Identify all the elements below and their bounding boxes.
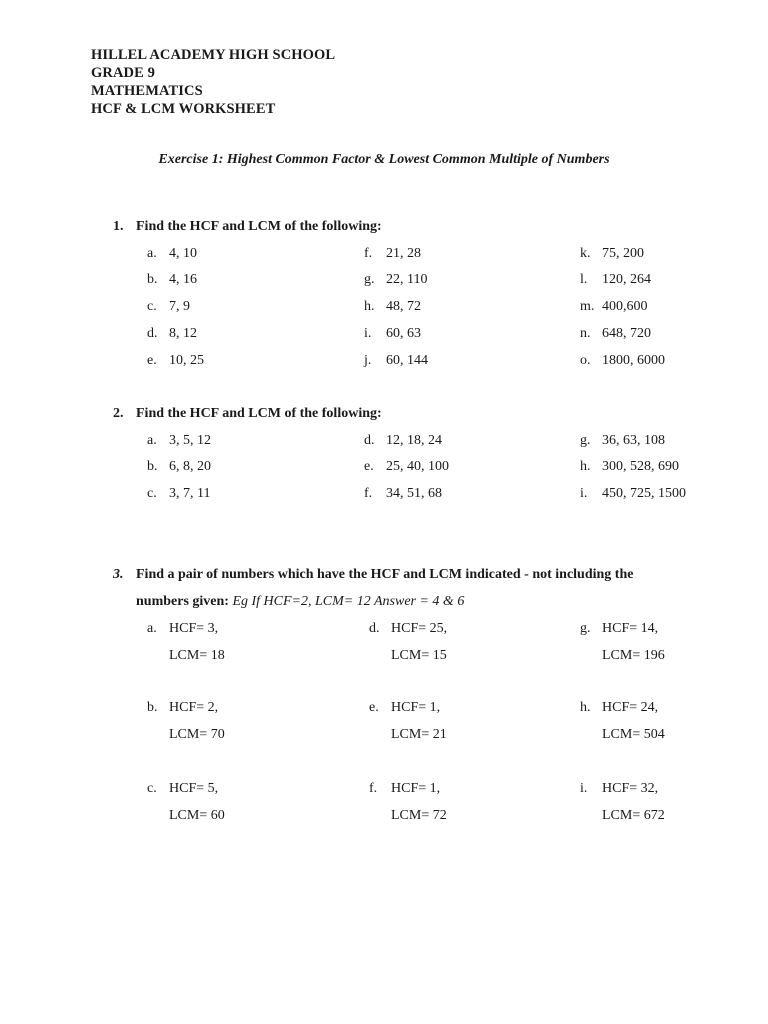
- q2-item: [580, 433, 665, 449]
- q2-item: [364, 486, 442, 502]
- q1-item: [364, 353, 428, 369]
- q3-item: [580, 781, 658, 797]
- q1-item: [147, 246, 197, 262]
- item-letter: a.: [147, 246, 157, 261]
- item-hcf: HCF= 1,: [391, 700, 441, 715]
- q1-item: [147, 326, 197, 342]
- item-value: 7, 9: [169, 299, 190, 314]
- item-letter: b.: [147, 700, 158, 715]
- item-hcf: HCF= 25,: [391, 621, 448, 636]
- item-letter: a.: [147, 433, 157, 448]
- item-letter: h.: [580, 700, 591, 715]
- q1-item: [580, 299, 648, 315]
- item-letter: i.: [580, 486, 588, 501]
- q2-item: [364, 459, 449, 475]
- exercise-title: Exercise 1: Highest Common Factor & Lowest Common Multiple of Numbers: [158, 152, 610, 167]
- item-letter: i.: [580, 781, 588, 796]
- q1-item: [147, 299, 190, 315]
- item-letter: h.: [364, 299, 375, 314]
- q3-item: [580, 700, 658, 716]
- item-value: 4, 10: [169, 246, 197, 261]
- item-hcf: HCF= 3,: [169, 621, 219, 636]
- q2-item: [147, 486, 210, 502]
- item-value: 60, 63: [386, 326, 421, 341]
- item-letter: k.: [580, 246, 591, 261]
- q1-item: [364, 246, 421, 262]
- item-hcf: HCF= 5,: [169, 781, 219, 796]
- item-letter: j.: [364, 353, 372, 368]
- worksheet-title: HCF & LCM WORKSHEET: [91, 101, 276, 117]
- q1-item: [147, 353, 204, 369]
- item-letter: g.: [364, 272, 375, 287]
- item-value: 12, 18, 24: [386, 433, 442, 448]
- item-hcf: HCF= 24,: [602, 700, 659, 715]
- q2-item: [580, 459, 679, 475]
- item-value: 450, 725, 1500: [602, 486, 686, 501]
- item-letter: i.: [364, 326, 372, 341]
- q3-item-lcm: LCM= 15: [391, 648, 447, 663]
- item-letter: b.: [147, 272, 158, 287]
- item-letter: b.: [147, 459, 158, 474]
- q2-number: 2.: [113, 406, 124, 421]
- item-value: 8, 12: [169, 326, 197, 341]
- item-value: 10, 25: [169, 353, 204, 368]
- item-letter: e.: [147, 353, 157, 368]
- q2-item: [147, 459, 211, 475]
- q3-prompt-line2-text: numbers given:: [136, 594, 229, 609]
- q3-item: [580, 621, 658, 637]
- item-letter: f.: [369, 781, 378, 796]
- item-hcf: HCF= 14,: [602, 621, 659, 636]
- item-letter: o.: [580, 353, 591, 368]
- item-letter: c.: [147, 486, 157, 501]
- item-value: 300, 528, 690: [602, 459, 679, 474]
- q3-item-lcm: LCM= 21: [391, 727, 447, 742]
- item-letter: f.: [364, 246, 373, 261]
- item-value: 400,600: [602, 299, 648, 314]
- item-value: 25, 40, 100: [386, 459, 449, 474]
- item-value: 36, 63, 108: [602, 433, 665, 448]
- item-value: 120, 264: [602, 272, 651, 287]
- item-value: 648, 720: [602, 326, 651, 341]
- item-value: 1800, 6000: [602, 353, 665, 368]
- q1-prompt: Find the HCF and LCM of the following:: [136, 219, 382, 234]
- q3-prompt-line2: [136, 594, 464, 610]
- q1-item: [364, 272, 427, 288]
- q3-item: [147, 700, 218, 716]
- item-value: 22, 110: [386, 272, 428, 287]
- q1-number: 1.: [113, 219, 124, 234]
- item-value: 6, 8, 20: [169, 459, 211, 474]
- q3-item-lcm: LCM= 196: [602, 648, 665, 663]
- q1-item: [364, 299, 421, 315]
- q3-example: Eg If HCF=2, LCM= 12 Answer = 4 & 6: [232, 594, 465, 609]
- item-letter: c.: [147, 299, 157, 314]
- item-value: 3, 5, 12: [169, 433, 211, 448]
- item-letter: m.: [580, 299, 595, 314]
- item-letter: e.: [369, 700, 379, 715]
- item-letter: e.: [364, 459, 374, 474]
- q3-item: [369, 781, 440, 797]
- q3-item-lcm: LCM= 18: [169, 648, 225, 663]
- q3-item: [369, 621, 447, 637]
- item-value: 3, 7, 11: [169, 486, 211, 501]
- q3-item: [147, 781, 218, 797]
- q1-item: [580, 326, 651, 342]
- q3-item: [369, 700, 440, 716]
- q3-item: [147, 621, 218, 637]
- item-value: 21, 28: [386, 246, 421, 261]
- item-value: 60, 144: [386, 353, 428, 368]
- q2-prompt: Find the HCF and LCM of the following:: [136, 406, 382, 421]
- school-name: HILLEL ACADEMY HIGH SCHOOL: [91, 47, 336, 63]
- item-hcf: HCF= 1,: [391, 781, 441, 796]
- q2-item: [580, 486, 686, 502]
- item-letter: d.: [364, 433, 375, 448]
- q3-item-lcm: LCM= 60: [169, 808, 225, 823]
- item-letter: l.: [580, 272, 588, 287]
- item-value: 75, 200: [602, 246, 644, 261]
- q3-number: 3.: [113, 567, 124, 582]
- q1-item: [580, 353, 665, 369]
- item-letter: g.: [580, 621, 591, 636]
- item-letter: n.: [580, 326, 591, 341]
- item-letter: d.: [369, 621, 380, 636]
- q1-item: [580, 272, 651, 288]
- q3-item-lcm: LCM= 70: [169, 727, 225, 742]
- item-value: 48, 72: [386, 299, 421, 314]
- item-letter: g.: [580, 433, 591, 448]
- q3-item-lcm: LCM= 672: [602, 808, 665, 823]
- item-hcf: HCF= 2,: [169, 700, 219, 715]
- q3-item-lcm: LCM= 504: [602, 727, 665, 742]
- item-value: 4, 16: [169, 272, 197, 287]
- q3-item-lcm: LCM= 72: [391, 808, 447, 823]
- q2-item: [147, 433, 211, 449]
- q1-item: [147, 272, 197, 288]
- item-letter: a.: [147, 621, 157, 636]
- q3-prompt-line1: Find a pair of numbers which have the HCF and LCM indicated - not including the: [136, 567, 634, 582]
- item-letter: c.: [147, 781, 157, 796]
- item-value: 34, 51, 68: [386, 486, 442, 501]
- item-letter: d.: [147, 326, 158, 341]
- subject-label: MATHEMATICS: [91, 83, 203, 99]
- grade-label: GRADE 9: [91, 65, 155, 81]
- q1-item: [364, 326, 421, 342]
- item-letter: f.: [364, 486, 373, 501]
- q1-item: [580, 246, 644, 262]
- q2-item: [364, 433, 442, 449]
- item-hcf: HCF= 32,: [602, 781, 659, 796]
- item-letter: h.: [580, 459, 591, 474]
